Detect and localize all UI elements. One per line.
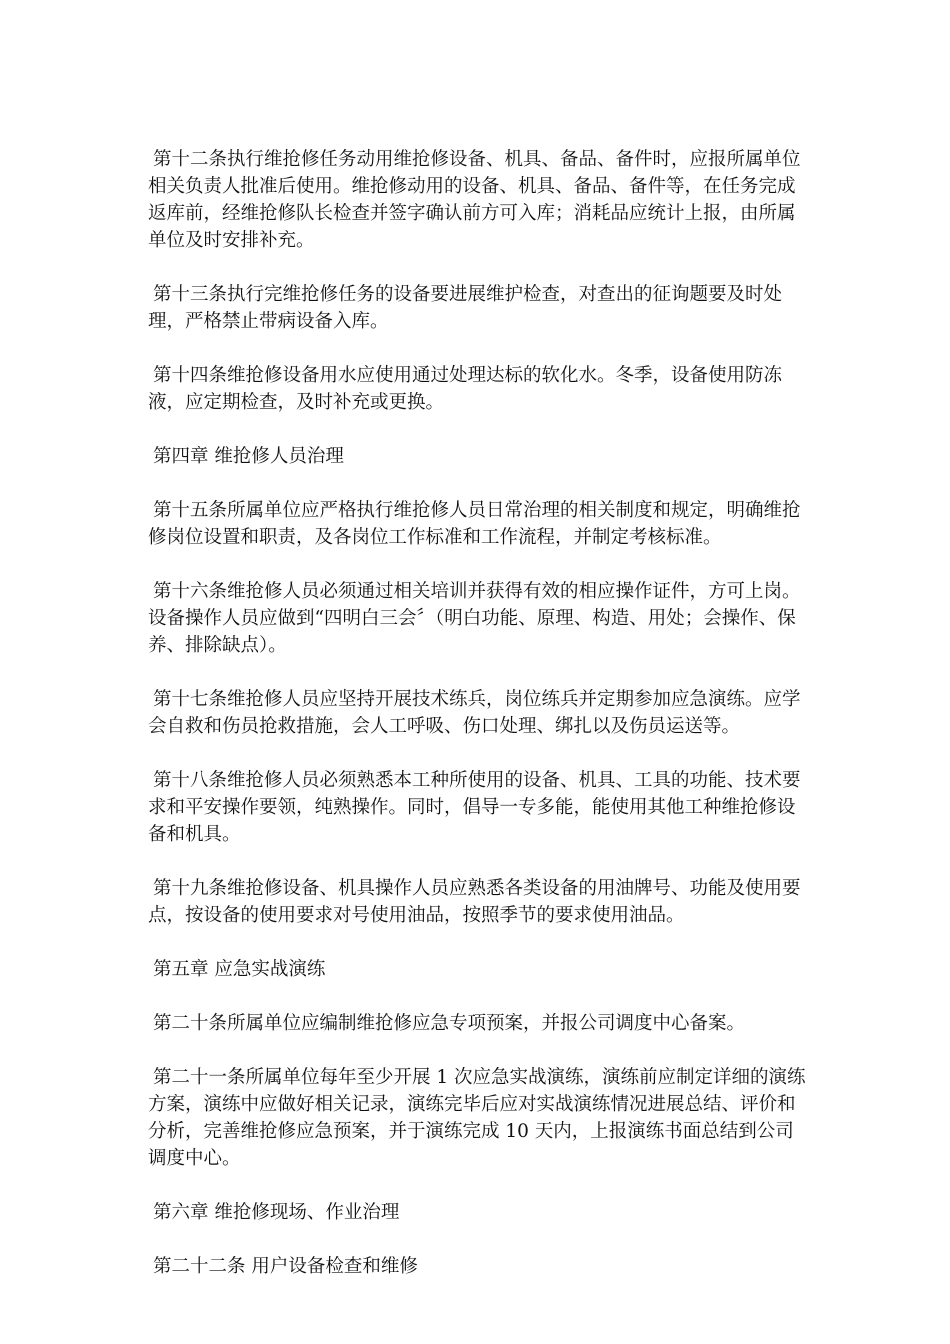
paragraph-text: 第十二条执行维抢修任务动用维抢修设备、机具、备品、备件时，应报所属单位相关负责人批准后使用。维抢修动用的设备、机具、备品、备件等，在任务完成返库前，经维抢修队长检查并签字确认前方可入库；消耗品应统计上报，由所属单位及时安排补充。 [148,149,801,251]
document-body [148,146,808,1307]
paragraph-text: 第十四条维抢修设备用水应使用通过处理达标的软化水。冬季，设备使用防冻液，应定期检查，及时补充或更换。 [148,365,783,413]
chapter-5-heading [148,956,808,983]
heading-text: 第五章 应急实战演练 [153,959,326,980]
article-13-paragraph [148,281,808,335]
article-20-paragraph [148,1010,808,1037]
chapter-4-heading [148,443,808,470]
paragraph-text: 第二十条所属单位应编制维抢修应急专项预案，并报公司调度中心备案。 [153,1013,746,1034]
article-14-paragraph [148,362,808,416]
article-19-paragraph [148,875,808,929]
article-15-paragraph [148,497,808,551]
article-18-paragraph [148,767,808,848]
paragraph-text: 第十五条所属单位应严格执行维抢修人员日常治理的相关制度和规定，明确维抢修岗位设置和职责，及各岗位工作标准和工作流程，并制定考核标准。 [148,500,801,548]
article-22-heading [148,1253,808,1280]
heading-text: 第六章 维抢修现场、作业治理 [153,1202,400,1223]
article-12-paragraph [148,146,808,254]
paragraph-text: 第二十一条所属单位每年至少开展 1 次应急实战演练，演练前应制定详细的演练方案，演练中应做好相关记录，演练完毕后应对实战演练情况进展总结、评价和分析，完善维抢修应急预案，并于演练完成 10 天内，上报演练书面总结到公司调度中心。 [148,1067,806,1169]
article-16-paragraph [148,578,808,659]
paragraph-text: 第十三条执行完维抢修任务的设备要进展维护检查，对查出的征询题要及时处理，严格禁止带病设备入库。 [148,284,783,332]
heading-text: 第二十二条 用户设备检查和维修 [153,1256,418,1277]
chapter-6-heading [148,1199,808,1226]
paragraph-text: 第十九条维抢修设备、机具操作人员应熟悉各类设备的用油牌号、功能及使用要点，按设备的使用要求对号使用油品，按照季节的要求使用油品。 [148,878,801,926]
article-17-paragraph [148,686,808,740]
paragraph-text: 第十七条维抢修人员应坚持开展技术练兵，岗位练兵并定期参加应急演练。应学会自救和伤员抢救措施，会人工呼吸、伤口处理、绑扎以及伤员运送等。 [148,689,801,737]
article-21-paragraph [148,1064,808,1172]
heading-text: 第四章 维抢修人员治理 [153,446,344,467]
paragraph-text: 第十八条维抢修人员必须熟悉本工种所使用的设备、机具、工具的功能、技术要求和平安操作要领，纯熟操作。同时，倡导一专多能，能使用其他工种维抢修设备和机具。 [148,770,801,845]
paragraph-text: 第十六条维抢修人员必须通过相关培训并获得有效的相应操作证件，方可上岗。设备操作人员应做到“四明白三会〞（明白功能、原理、构造、用处；会操作、保养、排除缺点）。 [148,581,801,656]
